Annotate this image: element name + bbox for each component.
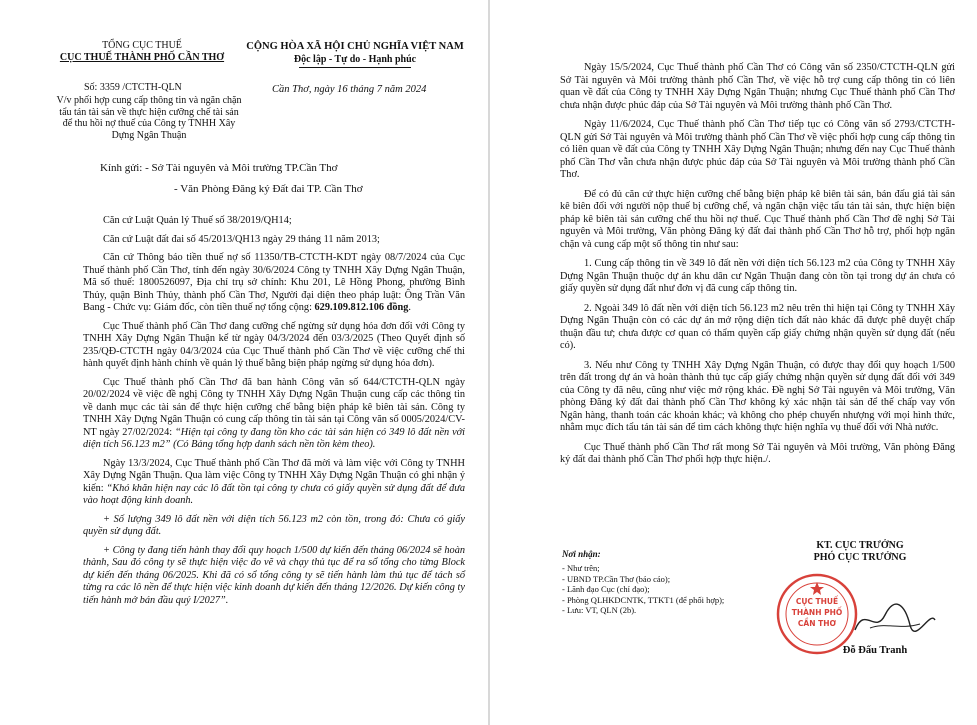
national-header: [230, 40, 480, 68]
recipient-1: Kính gửi: - Sở Tài nguyên và Môi trường TP.Cần Thơ: [100, 162, 338, 174]
page-2: [490, 0, 977, 725]
list-item: - Lãnh đạo Cục (chỉ đạo);: [562, 584, 650, 594]
svg-text:CẦN THƠ: CẦN THƠ: [797, 619, 837, 628]
recipients-list: [562, 563, 724, 616]
page-1: [0, 0, 488, 725]
agency-name: CỤC THUẾ THÀNH PHỐ CẦN THƠ: [59, 52, 225, 63]
document-number: Số: 3359 /CTCTH-QLN: [84, 82, 182, 93]
recipient-2: - Văn Phòng Đăng ký Đất đai TP. Cần Thơ: [174, 183, 363, 195]
svg-text:THÀNH PHỐ: THÀNH PHỐ: [791, 608, 843, 617]
quoted-text: “Khó khăn hiện nay các lô đất tồn tại công ty chưa có giấy quyền sử dụng đất để đưa vào hoạt động kinh doanh.: [83, 482, 465, 506]
paragraph: Căn cứ Thông báo tiền thuế nợ số 11350/TB-CTCTH-KDT ngày 08/7/2024 của Cục Thuế thành phố Cần Thơ, tính đến ngày 30/6/2024 Công ty TNHH Xây Dựng Ngân Thuận, Mã số thuế: 1800526097, Địa chỉ trụ sở chính: Khu 201, Lê Hồng Phong, phường Bình Thủy, quận Bình Thủy, thành phố Cần Thơ, Người đại diện theo pháp luật: Ông Trần Văn Bang - Chức vụ: Giám đốc, còn tiền thuế nợ tổng cộng: 629.109.812.106 đồng.: [83, 252, 465, 313]
body-page-2: [560, 62, 955, 474]
document-subject: V/v phối hợp cung cấp thông tin và ngăn chặn tẩu tán tài sản về thực hiện cưỡng chế tài sản để thu hồi nợ thuế của Công ty TNHH Xây Dựng Ngân Thuận: [56, 95, 242, 141]
paragraph: Để có đủ căn cứ thực hiện cưỡng chế bằng biện pháp kê biên tài sản, bán đấu giá tài sản kê biên đối với người nộp thuế bị cưỡng chế, và ngăn chặn việc tẩu tán tài sản, thực hiện biện pháp kê biên tài sản cưỡng chế thu hồi nợ thuế. Cục Thuế thành phố Cần Thơ đề nghị Sở Tài nguyên và Môi trường, Văn phòng Đăng ký đất đai thành phố Cần Thơ hỗ trợ, phối hợp ngăn chặn và cung cấp một số thông tin như sau:: [560, 188, 955, 250]
svg-text:CỤC THUẾ: CỤC THUẾ: [795, 597, 839, 606]
agency-header: [58, 40, 226, 64]
paragraph: Ngày 15/5/2024, Cục Thuế thành phố Cần Thơ có Công văn số 2350/CTCTH-QLN gửi Sở Tài nguyên và Môi trường thành phố Cần Thơ, về việc hỗ trợ cung cấp thông tin có liên quan về đất của Công ty TNHH Xây Dựng Ngân Thuận; nhưng Cục Thuế thành phố Cần Thơ chưa nhận được phúc đáp của Sở Tài nguyên và Môi trường thành phố Cần Thơ.: [560, 62, 955, 111]
body-page-1: [83, 215, 465, 613]
national-motto: Độc lập - Tự do - Hạnh phúc: [293, 54, 417, 65]
document-date: Cần Thơ, ngày 16 tháng 7 năm 2024: [272, 84, 427, 95]
paragraph: Cục Thuế thành phố Cần Thơ đang cưỡng chế ngừng sử dụng hóa đơn đối với Công ty TNHH Xây Dựng Ngân Thuận kể từ ngày 04/3/2024 đến 03/3/2025 (Theo Quyết định số 235/QĐ-CTCTH ngày 04/3/2024 của Cục Thuế thành phố Cần Thơ về việc cưỡng chế thi hành quyết định hành chính về quản lý thuế bằng biện pháp ngừng sử dụng hóa đơn).: [83, 320, 465, 369]
signature-title: KT. CỤC TRƯỞNG PHÓ CỤC TRƯỞNG: [813, 540, 907, 563]
national-title: CỘNG HÒA XÃ HỘI CHỦ NGHĨA VIỆT NAM: [246, 41, 464, 52]
paragraph: Ngày 11/6/2024, Cục Thuế thành phố Cần Thơ tiếp tục có Công văn số 2793/CTCTH-QLN gửi Sở Tài nguyên và Môi trường thành phố Cần Thơ về việc phối hợp cung cấp thông tin có liên quan về đất của Công ty TNHH Xây Dựng Ngân Thuận; nhưng đến nay Cục Thuế thành phố Cần Thơ vẫn chưa nhận được phúc đáp của Sở Tài nguyên và Môi trường thành phố Cần Thơ.: [560, 119, 955, 180]
paragraph: Ngày 13/3/2024, Cục Thuế thành phố Cần Thơ đã mời và làm việc với Công ty TNHH Xây Dựng Ngân Thuận. Qua làm việc Công ty TNHH Xây Dựng Ngân Thuận có ghi nhận ý kiến: “Khó khăn hiện nay các lô đất tồn tại công ty chưa có giấy quyền sử dụng đất để đưa vào hoạt động kinh doanh.: [83, 457, 465, 506]
list-item: - Lưu: VT, QLN (2b).: [562, 605, 637, 615]
handwritten-signature: [850, 600, 940, 640]
paragraph: + Công ty đang tiến hành thay đổi quy hoạch 1/500 dự kiến đến tháng 06/2024 sẽ hoàn thành, Sau đó công ty sẽ thực hiện việc đo vẽ và chạy thủ tục để ra sổ tổng cho từng Block dự kiến đến tháng 06/2025. Khi đã có sổ tổng công ty sẽ tiến hành làm thủ tục để tách sổ từng ra các lô nền để thực hiện việc kinh doanh dự kiến đến tháng 12/2026. Dự kiến công ty tiến hành mở bán đầu quý I/2027”.: [83, 544, 465, 606]
recipients-title: Nơi nhận:: [562, 549, 601, 559]
paragraph: Căn cứ Luật đất đai số 45/2013/QH13 ngày 29 tháng 11 năm 2013;: [103, 233, 380, 245]
paragraph: 2. Ngoài 349 lô đất nền với diện tích 56.123 m2 nêu trên thì hiện tại Công ty TNHH Xây Dựng Ngân Thuận còn có các dự án mở rộng diện tích đất nào khác đã được phê duyệt chấp thuận đầu tư; chưa được cơ quan có thẩm quyền cấp giấy chứng nhận quyền sử dụng đất (nếu có).: [560, 302, 955, 351]
paragraph: Cục Thuế thành phố Cần Thơ rất mong Sở Tài nguyên và Môi trường, Văn phòng Đăng ký đất đai thành phố Cần Thơ phối hợp thực hiện./.: [560, 441, 955, 465]
list-item: - Như trên;: [562, 563, 600, 573]
quoted-text: “Hiện tại công ty đang tồn kho các tài sản hiện có 349 lô đất nền với diện tích 56.123 m2” (Có Bảng tổng hợp danh sách nền tồn kèm theo).: [83, 426, 465, 450]
paragraph: 1. Cung cấp thông tin về 349 lô đất nền với diện tích 56.123 m2 của Công ty TNHH Xây Dựng Ngân Thuận thuộc dự án khu dân cư Ngân Thuận đang còn tồn tại trong dự án chưa có giấy quyền sử dụng đất như đơn vị đã cung cấp thông tin.: [560, 258, 955, 294]
paragraph: + Số lượng 349 lô đất nền với diện tích 56.123 m2 còn tồn, trong đó: Chưa có giấy quyền sử dụng đất.: [83, 513, 465, 537]
signer-name: Đỗ Đấu Tranh: [842, 645, 908, 656]
list-item: - UBND TP.Cần Thơ (báo cáo);: [562, 573, 671, 584]
paragraph: Căn cứ Luật Quản lý Thuế số 38/2019/QH14;: [103, 215, 292, 226]
list-item: - Phòng QLHKDCNTK, TTKT1 (để phối hợp);: [562, 594, 725, 605]
motto-underline: [299, 67, 411, 68]
official-seal-icon: [775, 572, 859, 656]
paragraph: Cục Thuế thành phố Cần Thơ đã ban hành Công văn số 644/CTCTH-QLN ngày 20/02/2024 về việc đề nghị Công ty TNHH Xây Dựng Ngân Thuận cung cấp các thông tin về danh mục các tài sản để thực hiện cưỡng chế bằng biện pháp kê biên tài sản. Công ty TNHH Xây Dựng Ngân Thuận có cung cấp thông tin tài sản tại Công văn số 0005/2024/CV-NT ngày 27/02/2024: “Hiện tại công ty đang tồn kho các tài sản hiện có 349 lô đất nền với diện tích 56.123 m2” (Có Bảng tổng hợp danh sách nền tồn kèm theo).: [83, 376, 465, 450]
paragraph: 3. Nếu như Công ty TNHH Xây Dựng Ngân Thuận, có được thay đổi quy hoạch 1/500 trên đất trong dự án và hoàn thành thủ tục cấp giấy chứng nhận quyền sử dụng đất đối với 349 của Công ty đã nêu, cũng như việc mở rộng khác. Đề nghị Sở Tài nguyên và Môi trường, Văn phòng Đăng ký đất đai thành phố Cần Thơ không ký xác nhận tài sản để thế chấp vay vốn Ngân hàng, thanh toán các khoản khác; và không cho phép chuyển nhượng với mọi hình thức, nhằm mục đích tẩu tán tài sản để tìm cách không thực hiện nghĩa vụ thuế đối với Nhà nước.: [560, 359, 955, 433]
tax-debt-amount: 629.109.812.106 đồng: [314, 302, 409, 313]
agency-parent: TỔNG CỤC THUẾ: [102, 40, 182, 51]
